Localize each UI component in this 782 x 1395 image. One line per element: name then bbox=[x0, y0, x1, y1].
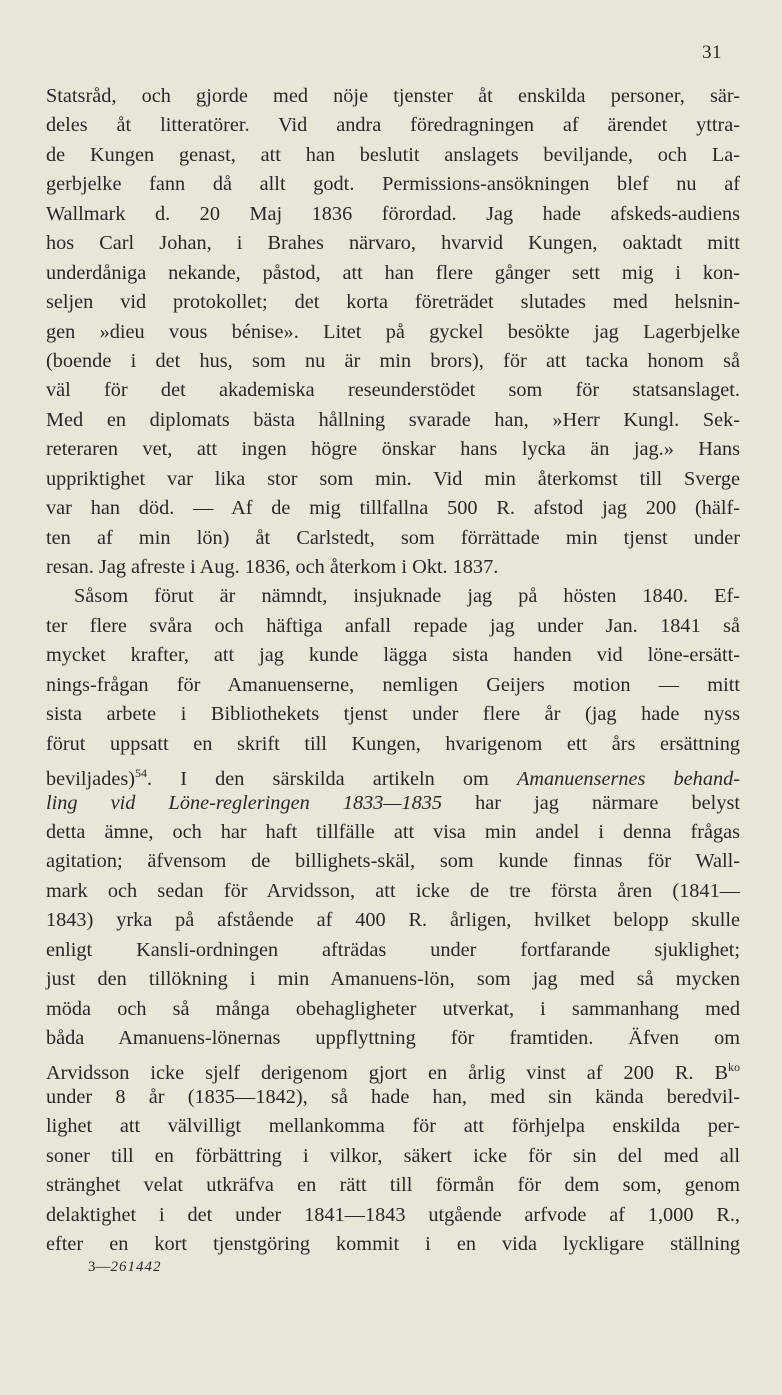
text-line bbox=[46, 995, 740, 1024]
page-number: 31 bbox=[702, 42, 722, 63]
text-line bbox=[46, 1083, 740, 1112]
text-line bbox=[46, 376, 740, 405]
text-line bbox=[46, 465, 740, 494]
footnote-marker: 54 bbox=[134, 766, 147, 781]
text-line bbox=[46, 818, 740, 847]
line-text: de Kungen genast, att han beslutit anslagets beviljande, och La- bbox=[46, 143, 740, 166]
line-text: agitation; äfvensom de billighets-skäl, som kunde finnas för Wall- bbox=[46, 850, 740, 873]
line-text: Wallmark d. 20 Maj 1836 förordad. Jag hade afskeds-audiens bbox=[46, 202, 740, 225]
line-text-after: . I den särskilda artikeln om bbox=[146, 768, 517, 791]
text-line bbox=[46, 700, 740, 729]
text-line bbox=[46, 877, 740, 906]
line-text: förut uppsatt en skrift till Kungen, hvarigenom ett års ersättning bbox=[46, 732, 740, 755]
signature-number: 261442 bbox=[110, 1259, 162, 1275]
text-line bbox=[46, 906, 740, 935]
text-line bbox=[46, 789, 740, 818]
line-text: beviljades) bbox=[46, 768, 135, 791]
text-line bbox=[46, 1053, 740, 1085]
text-line bbox=[46, 111, 740, 140]
line-text: efter en kort tjenstgöring kommit i en vida lyckligare ställning bbox=[46, 1233, 740, 1256]
text-line bbox=[46, 553, 740, 582]
text-line bbox=[46, 1142, 740, 1171]
text-line bbox=[46, 288, 740, 317]
text-line bbox=[46, 82, 740, 111]
line-text: väl för det akademiska reseunderstödet som för statsanslaget. bbox=[46, 379, 740, 402]
line-text: Statsråd, och gjorde med nöje tjenster åt enskilda personer, sär- bbox=[46, 85, 740, 107]
text-line bbox=[46, 1024, 740, 1053]
text-line bbox=[46, 671, 740, 700]
text-line bbox=[46, 847, 740, 876]
line-text: delaktighet i det under 1841—1843 utgående arfvode af 1,000 R., bbox=[46, 1203, 740, 1226]
text-line bbox=[46, 200, 740, 229]
line-text: just den tillökning i min Amanuens-lön, som jag med så mycken bbox=[46, 968, 740, 991]
line-text: nings-frågan för Amanuenserne, nemligen Geijers motion — mitt bbox=[46, 673, 740, 696]
line-text: var han död. — Af de mig tillfallna 500 R. afstod jag 200 (hälf- bbox=[46, 497, 740, 520]
line-text: stränghet velat utkräfva en rätt till förmån för dem som, genom bbox=[46, 1174, 740, 1197]
text-line bbox=[46, 1112, 740, 1141]
line-text: ten af min lön) åt Carlstedt, som förrättade min tjenst under bbox=[46, 526, 740, 549]
text-line bbox=[46, 229, 740, 258]
text-line bbox=[46, 612, 740, 641]
text-line bbox=[46, 582, 740, 611]
text-line bbox=[46, 759, 741, 791]
text-line bbox=[46, 524, 740, 553]
line-text: mycket krafter, att jag kunde lägga sista handen vid löne-ersätt- bbox=[46, 644, 740, 667]
line-text: resan. Jag afreste i Aug. 1836, och återkom i Okt. 1837. bbox=[46, 556, 499, 578]
text-line bbox=[46, 1171, 740, 1200]
text-line bbox=[46, 494, 740, 523]
superscript: ko bbox=[728, 1060, 740, 1075]
line-text: mark och sedan för Arvidsson, att icke de tre första åren (1841— bbox=[46, 879, 740, 902]
text-line bbox=[46, 936, 740, 965]
line-text: gen »dieu vous bénise». Litet på gyckel besökte jag Lagerbjelke bbox=[46, 320, 740, 343]
text-line bbox=[46, 1230, 740, 1259]
line-text: deles åt litteratörer. Vid andra föredragningen af ärendet yttra- bbox=[46, 114, 740, 137]
text-line bbox=[46, 965, 740, 994]
text-line bbox=[46, 435, 740, 464]
line-text: uppriktighet var lika stor som min. Vid min återkomst till Sverge bbox=[46, 467, 740, 490]
printer-signature bbox=[88, 1259, 162, 1276]
body-text bbox=[46, 82, 740, 1260]
line-text: under 8 år (1835—1842), så hade han, med sin kända beredvil- bbox=[46, 1085, 740, 1108]
line-text: gerbjelke fann då allt godt. Permissions-ansökningen blef nu af bbox=[46, 173, 740, 196]
line-text: (boende i det hus, som nu är min brors), för att tacka honom så bbox=[46, 349, 740, 372]
line-text: detta ämne, och har haft tillfälle att visa min andel i denna frågas bbox=[46, 820, 740, 843]
line-text: seljen vid protokollet; det korta företrädet slutades med helsnin- bbox=[46, 291, 740, 314]
line-text: reteraren vet, att ingen högre önskar hans lycka än jag.» Hans bbox=[46, 438, 740, 461]
text-line bbox=[46, 641, 740, 670]
line-text: 1843) yrka på afstående af 400 R. årligen, hvilket belopp skulle bbox=[46, 909, 740, 932]
text-line bbox=[46, 318, 740, 347]
text-line bbox=[46, 170, 740, 199]
line-text: Med en diplomats bästa hållning svarade han, »Herr Kungl. Sek- bbox=[46, 408, 740, 431]
line-text: enligt Kansli-ordningen afträdas under fortfarande sjuklighet; bbox=[46, 938, 740, 961]
line-text: båda Amanuens-lönernas uppflyttning för framtiden. Äfven om bbox=[46, 1027, 740, 1049]
text-line bbox=[46, 730, 740, 759]
text-line bbox=[46, 347, 740, 376]
line-text: ter flere svåra och häftiga anfall repade jag under Jan. 1841 så bbox=[46, 614, 740, 637]
italic-title: ling vid Löne-regleringen 1833—1835 bbox=[46, 791, 442, 814]
line-text-after: har jag närmare belyst bbox=[442, 791, 740, 814]
text-line bbox=[46, 406, 740, 435]
text-line bbox=[46, 1201, 740, 1230]
line-text: underdåniga nekande, påstod, att han flere gånger sett mig i kon- bbox=[46, 261, 740, 284]
line-text: soner till en förbättring i vilkor, säkert icke för sin del med all bbox=[46, 1144, 740, 1167]
italic-title: Amanuensernes behand- bbox=[516, 768, 741, 791]
line-text: Såsom förut är nämndt, insjuknade jag på hösten 1840. Ef- bbox=[74, 585, 740, 608]
line-text: hos Carl Johan, i Brahes närvaro, hvarvid Kungen, oaktadt mitt bbox=[46, 232, 740, 255]
text-line bbox=[46, 141, 740, 170]
text-line bbox=[46, 259, 740, 288]
line-text: sista arbete i Bibliothekets tjenst under flere år (jag hade nyss bbox=[46, 703, 740, 726]
signature-prefix: 3— bbox=[88, 1259, 111, 1275]
line-text: möda och så många obehagligheter utverkat, i sammanhang med bbox=[46, 997, 740, 1020]
line-text: Arvidsson icke sjelf derigenom gjort en årlig vinst af 200 R. B bbox=[46, 1062, 728, 1085]
line-text: lighet att välvilligt mellankomma för att förhjelpa enskilda per- bbox=[46, 1115, 740, 1138]
